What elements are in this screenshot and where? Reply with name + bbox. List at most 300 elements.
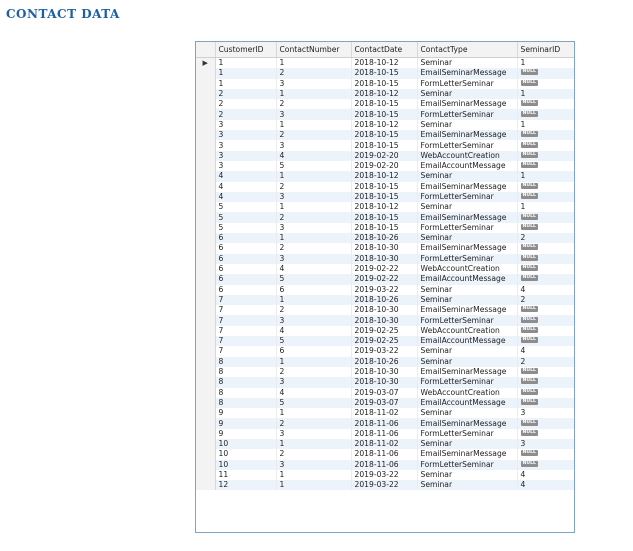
- cell-customer-id[interactable]: 10: [215, 449, 276, 459]
- table-row[interactable]: [196, 192, 574, 202]
- cell-customer-id[interactable]: 1: [215, 79, 276, 89]
- row-selector[interactable]: [196, 130, 215, 140]
- cell-contact-type[interactable]: Seminar: [417, 285, 517, 295]
- cell-contact-date[interactable]: 2018-10-15: [351, 192, 417, 202]
- cell-contact-number[interactable]: 3: [276, 223, 351, 233]
- cell-seminar-id[interactable]: 2: [517, 357, 574, 367]
- cell-contact-date[interactable]: 2018-10-12: [351, 120, 417, 130]
- cell-contact-number[interactable]: 5: [276, 161, 351, 171]
- row-selector[interactable]: [196, 418, 215, 428]
- cell-contact-number[interactable]: 2: [276, 367, 351, 377]
- column-header-contact-type[interactable]: ContactType: [417, 42, 517, 58]
- cell-contact-number[interactable]: 3: [276, 377, 351, 387]
- cell-contact-type[interactable]: WebAccountCreation: [417, 151, 517, 161]
- row-selector[interactable]: [196, 243, 215, 253]
- cell-contact-number[interactable]: 2: [276, 182, 351, 192]
- row-selector[interactable]: [196, 68, 215, 78]
- table-row[interactable]: [196, 480, 574, 490]
- cell-contact-type[interactable]: Seminar: [417, 357, 517, 367]
- cell-customer-id[interactable]: 3: [215, 140, 276, 150]
- cell-contact-date[interactable]: 2018-10-30: [351, 315, 417, 325]
- cell-customer-id[interactable]: 8: [215, 388, 276, 398]
- cell-contact-number[interactable]: 1: [276, 357, 351, 367]
- column-header-customer-id[interactable]: CustomerID: [215, 42, 276, 58]
- table-row[interactable]: [196, 429, 574, 439]
- cell-customer-id[interactable]: 1: [215, 58, 276, 69]
- cell-customer-id[interactable]: 6: [215, 264, 276, 274]
- cell-customer-id[interactable]: 5: [215, 212, 276, 222]
- cell-seminar-id[interactable]: 3: [517, 408, 574, 418]
- row-selector[interactable]: [196, 398, 215, 408]
- cell-contact-type[interactable]: FormLetterSeminar: [417, 377, 517, 387]
- row-selector[interactable]: [196, 140, 215, 150]
- table-row[interactable]: [196, 89, 574, 99]
- row-selector[interactable]: [196, 161, 215, 171]
- table-row[interactable]: [196, 243, 574, 253]
- table-row[interactable]: [196, 130, 574, 140]
- cell-customer-id[interactable]: 9: [215, 418, 276, 428]
- cell-seminar-id[interactable]: 4: [517, 470, 574, 480]
- cell-contact-date[interactable]: 2018-10-30: [351, 254, 417, 264]
- cell-contact-date[interactable]: 2018-10-26: [351, 357, 417, 367]
- cell-seminar-id[interactable]: 1: [517, 120, 574, 130]
- cell-seminar-id[interactable]: [517, 223, 574, 233]
- cell-seminar-id[interactable]: [517, 161, 574, 171]
- row-selector[interactable]: [196, 212, 215, 222]
- cell-contact-date[interactable]: 2019-02-20: [351, 161, 417, 171]
- cell-customer-id[interactable]: 6: [215, 243, 276, 253]
- cell-contact-type[interactable]: EmailSeminarMessage: [417, 367, 517, 377]
- cell-contact-number[interactable]: 3: [276, 79, 351, 89]
- cell-contact-number[interactable]: 4: [276, 326, 351, 336]
- cell-seminar-id[interactable]: [517, 109, 574, 119]
- cell-contact-type[interactable]: Seminar: [417, 408, 517, 418]
- cell-seminar-id[interactable]: [517, 305, 574, 315]
- table-row[interactable]: [196, 151, 574, 161]
- row-selector[interactable]: [196, 460, 215, 470]
- cell-seminar-id[interactable]: [517, 274, 574, 284]
- cell-contact-type[interactable]: EmailAccountMessage: [417, 274, 517, 284]
- cell-customer-id[interactable]: 9: [215, 408, 276, 418]
- cell-customer-id[interactable]: 5: [215, 202, 276, 212]
- row-selector[interactable]: [196, 202, 215, 212]
- cell-contact-date[interactable]: 2018-10-26: [351, 295, 417, 305]
- cell-contact-number[interactable]: 3: [276, 254, 351, 264]
- table-row[interactable]: [196, 202, 574, 212]
- cell-seminar-id[interactable]: [517, 449, 574, 459]
- table-row[interactable]: [196, 326, 574, 336]
- row-selector[interactable]: [196, 439, 215, 449]
- cell-seminar-id[interactable]: [517, 460, 574, 470]
- table-row[interactable]: [196, 99, 574, 109]
- cell-seminar-id[interactable]: [517, 79, 574, 89]
- cell-contact-date[interactable]: 2019-03-22: [351, 346, 417, 356]
- cell-contact-type[interactable]: EmailSeminarMessage: [417, 68, 517, 78]
- cell-seminar-id[interactable]: [517, 140, 574, 150]
- cell-contact-date[interactable]: 2018-10-15: [351, 212, 417, 222]
- cell-customer-id[interactable]: 2: [215, 89, 276, 99]
- table-row[interactable]: [196, 388, 574, 398]
- cell-contact-number[interactable]: 1: [276, 202, 351, 212]
- cell-contact-date[interactable]: 2018-10-12: [351, 202, 417, 212]
- cell-contact-number[interactable]: 1: [276, 120, 351, 130]
- cell-contact-date[interactable]: 2019-02-20: [351, 151, 417, 161]
- cell-contact-date[interactable]: 2019-02-22: [351, 264, 417, 274]
- cell-seminar-id[interactable]: [517, 429, 574, 439]
- cell-contact-number[interactable]: 4: [276, 388, 351, 398]
- cell-customer-id[interactable]: 10: [215, 460, 276, 470]
- row-selector[interactable]: [196, 305, 215, 315]
- row-selector[interactable]: [196, 470, 215, 480]
- table-row[interactable]: [196, 223, 574, 233]
- cell-contact-type[interactable]: EmailSeminarMessage: [417, 243, 517, 253]
- cell-contact-type[interactable]: FormLetterSeminar: [417, 192, 517, 202]
- row-selector[interactable]: [196, 89, 215, 99]
- row-selector[interactable]: [196, 99, 215, 109]
- table-row[interactable]: [196, 357, 574, 367]
- cell-contact-type[interactable]: EmailAccountMessage: [417, 161, 517, 171]
- cell-contact-date[interactable]: 2019-03-07: [351, 398, 417, 408]
- cell-customer-id[interactable]: 7: [215, 295, 276, 305]
- cell-seminar-id[interactable]: 2: [517, 295, 574, 305]
- cell-contact-number[interactable]: 1: [276, 295, 351, 305]
- cell-contact-date[interactable]: 2018-10-15: [351, 140, 417, 150]
- cell-contact-number[interactable]: 1: [276, 171, 351, 181]
- cell-contact-date[interactable]: 2018-10-15: [351, 109, 417, 119]
- cell-seminar-id[interactable]: [517, 388, 574, 398]
- cell-customer-id[interactable]: 3: [215, 120, 276, 130]
- cell-contact-type[interactable]: Seminar: [417, 171, 517, 181]
- cell-contact-type[interactable]: Seminar: [417, 480, 517, 490]
- row-selector[interactable]: [196, 408, 215, 418]
- row-selector[interactable]: [196, 79, 215, 89]
- cell-customer-id[interactable]: 4: [215, 171, 276, 181]
- table-row[interactable]: [196, 408, 574, 418]
- cell-contact-type[interactable]: FormLetterSeminar: [417, 254, 517, 264]
- cell-seminar-id[interactable]: 1: [517, 171, 574, 181]
- cell-seminar-id[interactable]: [517, 398, 574, 408]
- current-row-indicator-icon[interactable]: ▶: [196, 58, 215, 69]
- row-selector[interactable]: [196, 336, 215, 346]
- cell-customer-id[interactable]: 8: [215, 398, 276, 408]
- cell-customer-id[interactable]: 6: [215, 274, 276, 284]
- cell-contact-date[interactable]: 2019-02-25: [351, 336, 417, 346]
- cell-contact-date[interactable]: 2018-10-15: [351, 182, 417, 192]
- cell-seminar-id[interactable]: 4: [517, 285, 574, 295]
- cell-contact-number[interactable]: 3: [276, 140, 351, 150]
- cell-contact-number[interactable]: 2: [276, 449, 351, 459]
- table-row[interactable]: [196, 140, 574, 150]
- cell-contact-number[interactable]: 4: [276, 264, 351, 274]
- cell-customer-id[interactable]: 2: [215, 109, 276, 119]
- cell-contact-number[interactable]: 3: [276, 192, 351, 202]
- cell-contact-date[interactable]: 2019-02-25: [351, 326, 417, 336]
- cell-seminar-id[interactable]: 4: [517, 480, 574, 490]
- row-selector[interactable]: [196, 357, 215, 367]
- row-selector[interactable]: [196, 480, 215, 490]
- row-selector[interactable]: [196, 346, 215, 356]
- cell-customer-id[interactable]: 2: [215, 99, 276, 109]
- table-row[interactable]: [196, 398, 574, 408]
- cell-contact-date[interactable]: 2018-10-26: [351, 233, 417, 243]
- cell-customer-id[interactable]: 8: [215, 367, 276, 377]
- row-selector[interactable]: [196, 171, 215, 181]
- row-selector[interactable]: [196, 326, 215, 336]
- cell-customer-id[interactable]: 1: [215, 68, 276, 78]
- cell-contact-type[interactable]: EmailSeminarMessage: [417, 130, 517, 140]
- cell-customer-id[interactable]: 5: [215, 223, 276, 233]
- table-row[interactable]: [196, 68, 574, 78]
- table-row[interactable]: [196, 285, 574, 295]
- cell-contact-date[interactable]: 2018-10-15: [351, 99, 417, 109]
- cell-contact-number[interactable]: 1: [276, 233, 351, 243]
- cell-contact-number[interactable]: 1: [276, 439, 351, 449]
- cell-customer-id[interactable]: 8: [215, 377, 276, 387]
- cell-contact-type[interactable]: FormLetterSeminar: [417, 223, 517, 233]
- table-row[interactable]: [196, 439, 574, 449]
- cell-customer-id[interactable]: 7: [215, 326, 276, 336]
- table-row[interactable]: [196, 377, 574, 387]
- cell-seminar-id[interactable]: [517, 182, 574, 192]
- cell-seminar-id[interactable]: [517, 264, 574, 274]
- cell-seminar-id[interactable]: [517, 99, 574, 109]
- table-row[interactable]: [196, 470, 574, 480]
- cell-contact-date[interactable]: 2018-10-15: [351, 130, 417, 140]
- cell-customer-id[interactable]: 3: [215, 151, 276, 161]
- cell-contact-number[interactable]: 5: [276, 274, 351, 284]
- cell-seminar-id[interactable]: 3: [517, 439, 574, 449]
- column-header-contact-number[interactable]: ContactNumber: [276, 42, 351, 58]
- cell-contact-date[interactable]: 2018-11-06: [351, 460, 417, 470]
- row-selector[interactable]: [196, 223, 215, 233]
- cell-seminar-id[interactable]: 4: [517, 346, 574, 356]
- cell-contact-date[interactable]: 2018-10-30: [351, 377, 417, 387]
- cell-contact-date[interactable]: 2018-10-30: [351, 367, 417, 377]
- cell-contact-date[interactable]: 2018-10-15: [351, 68, 417, 78]
- cell-contact-type[interactable]: Seminar: [417, 295, 517, 305]
- cell-customer-id[interactable]: 6: [215, 285, 276, 295]
- result-grid[interactable]: [195, 41, 575, 533]
- cell-customer-id[interactable]: 6: [215, 233, 276, 243]
- cell-contact-number[interactable]: 2: [276, 243, 351, 253]
- cell-contact-number[interactable]: 1: [276, 89, 351, 99]
- table-row[interactable]: [196, 418, 574, 428]
- cell-seminar-id[interactable]: [517, 130, 574, 140]
- row-selector[interactable]: [196, 449, 215, 459]
- cell-contact-type[interactable]: EmailSeminarMessage: [417, 212, 517, 222]
- cell-contact-number[interactable]: 5: [276, 336, 351, 346]
- cell-customer-id[interactable]: 10: [215, 439, 276, 449]
- cell-contact-type[interactable]: EmailSeminarMessage: [417, 305, 517, 315]
- cell-contact-number[interactable]: 2: [276, 418, 351, 428]
- cell-contact-date[interactable]: 2019-03-22: [351, 480, 417, 490]
- table-row[interactable]: [196, 449, 574, 459]
- table-row[interactable]: [196, 315, 574, 325]
- cell-customer-id[interactable]: 7: [215, 315, 276, 325]
- table-row[interactable]: [196, 305, 574, 315]
- cell-contact-date[interactable]: 2018-11-06: [351, 429, 417, 439]
- cell-contact-number[interactable]: 3: [276, 109, 351, 119]
- row-selector[interactable]: [196, 192, 215, 202]
- cell-contact-date[interactable]: 2018-11-06: [351, 449, 417, 459]
- cell-contact-type[interactable]: Seminar: [417, 346, 517, 356]
- row-selector[interactable]: [196, 429, 215, 439]
- cell-contact-type[interactable]: Seminar: [417, 58, 517, 69]
- cell-seminar-id[interactable]: [517, 254, 574, 264]
- cell-contact-type[interactable]: FormLetterSeminar: [417, 79, 517, 89]
- cell-contact-date[interactable]: 2018-10-15: [351, 223, 417, 233]
- cell-contact-number[interactable]: 5: [276, 398, 351, 408]
- row-selector[interactable]: [196, 254, 215, 264]
- column-header-seminar-id[interactable]: SeminarID: [517, 42, 574, 58]
- table-row[interactable]: [196, 161, 574, 171]
- cell-contact-type[interactable]: EmailAccountMessage: [417, 398, 517, 408]
- cell-customer-id[interactable]: 4: [215, 192, 276, 202]
- cell-seminar-id[interactable]: [517, 367, 574, 377]
- cell-seminar-id[interactable]: [517, 315, 574, 325]
- table-row[interactable]: [196, 460, 574, 470]
- cell-contact-type[interactable]: FormLetterSeminar: [417, 140, 517, 150]
- cell-contact-type[interactable]: Seminar: [417, 89, 517, 99]
- cell-seminar-id[interactable]: [517, 326, 574, 336]
- cell-seminar-id[interactable]: [517, 192, 574, 202]
- cell-contact-number[interactable]: 3: [276, 315, 351, 325]
- table-row[interactable]: [196, 182, 574, 192]
- cell-contact-date[interactable]: 2018-10-12: [351, 89, 417, 99]
- cell-contact-type[interactable]: Seminar: [417, 439, 517, 449]
- cell-seminar-id[interactable]: [517, 418, 574, 428]
- row-selector[interactable]: [196, 295, 215, 305]
- cell-contact-date[interactable]: 2018-11-06: [351, 418, 417, 428]
- cell-seminar-id[interactable]: 1: [517, 89, 574, 99]
- table-row[interactable]: [196, 79, 574, 89]
- cell-contact-type[interactable]: FormLetterSeminar: [417, 109, 517, 119]
- cell-contact-number[interactable]: 4: [276, 151, 351, 161]
- cell-contact-number[interactable]: 2: [276, 305, 351, 315]
- table-row[interactable]: [196, 254, 574, 264]
- cell-seminar-id[interactable]: 1: [517, 58, 574, 69]
- cell-customer-id[interactable]: 3: [215, 130, 276, 140]
- cell-contact-number[interactable]: 2: [276, 99, 351, 109]
- cell-contact-number[interactable]: 2: [276, 130, 351, 140]
- cell-contact-number[interactable]: 2: [276, 68, 351, 78]
- cell-seminar-id[interactable]: [517, 68, 574, 78]
- row-selector[interactable]: [196, 367, 215, 377]
- row-selector[interactable]: [196, 285, 215, 295]
- table-row[interactable]: [196, 58, 574, 69]
- cell-contact-number[interactable]: 1: [276, 408, 351, 418]
- cell-contact-date[interactable]: 2019-03-07: [351, 388, 417, 398]
- cell-contact-number[interactable]: 1: [276, 470, 351, 480]
- row-selector[interactable]: [196, 264, 215, 274]
- cell-customer-id[interactable]: 7: [215, 305, 276, 315]
- cell-contact-date[interactable]: 2018-11-02: [351, 408, 417, 418]
- table-row[interactable]: [196, 212, 574, 222]
- cell-seminar-id[interactable]: [517, 377, 574, 387]
- row-selector[interactable]: [196, 233, 215, 243]
- table-row[interactable]: [196, 171, 574, 181]
- cell-contact-date[interactable]: 2019-03-22: [351, 470, 417, 480]
- cell-customer-id[interactable]: 7: [215, 336, 276, 346]
- cell-contact-type[interactable]: FormLetterSeminar: [417, 460, 517, 470]
- row-selector[interactable]: [196, 377, 215, 387]
- cell-customer-id[interactable]: 8: [215, 357, 276, 367]
- cell-contact-date[interactable]: 2018-10-30: [351, 305, 417, 315]
- cell-customer-id[interactable]: 3: [215, 161, 276, 171]
- cell-contact-date[interactable]: 2019-02-22: [351, 274, 417, 284]
- row-selector[interactable]: [196, 182, 215, 192]
- cell-contact-number[interactable]: 3: [276, 429, 351, 439]
- cell-contact-number[interactable]: 6: [276, 285, 351, 295]
- cell-customer-id[interactable]: 6: [215, 254, 276, 264]
- cell-contact-number[interactable]: 1: [276, 480, 351, 490]
- cell-contact-number[interactable]: 6: [276, 346, 351, 356]
- table-row[interactable]: [196, 346, 574, 356]
- row-selector-header[interactable]: [196, 42, 215, 58]
- row-selector[interactable]: [196, 120, 215, 130]
- cell-contact-type[interactable]: FormLetterSeminar: [417, 429, 517, 439]
- table-row[interactable]: [196, 336, 574, 346]
- cell-contact-date[interactable]: 2018-10-12: [351, 171, 417, 181]
- cell-customer-id[interactable]: 12: [215, 480, 276, 490]
- cell-customer-id[interactable]: 4: [215, 182, 276, 192]
- row-selector[interactable]: [196, 151, 215, 161]
- cell-contact-type[interactable]: WebAccountCreation: [417, 264, 517, 274]
- cell-contact-type[interactable]: EmailSeminarMessage: [417, 99, 517, 109]
- row-selector[interactable]: [196, 274, 215, 284]
- cell-seminar-id[interactable]: 1: [517, 202, 574, 212]
- cell-seminar-id[interactable]: [517, 212, 574, 222]
- table-row[interactable]: [196, 120, 574, 130]
- cell-contact-number[interactable]: 3: [276, 460, 351, 470]
- table-row[interactable]: [196, 233, 574, 243]
- cell-contact-date[interactable]: 2019-03-22: [351, 285, 417, 295]
- cell-seminar-id[interactable]: 2: [517, 233, 574, 243]
- table-row[interactable]: [196, 264, 574, 274]
- row-selector[interactable]: [196, 109, 215, 119]
- cell-contact-number[interactable]: 2: [276, 212, 351, 222]
- cell-contact-type[interactable]: Seminar: [417, 202, 517, 212]
- cell-contact-date[interactable]: 2018-10-30: [351, 243, 417, 253]
- cell-customer-id[interactable]: 11: [215, 470, 276, 480]
- cell-contact-type[interactable]: EmailSeminarMessage: [417, 449, 517, 459]
- cell-contact-date[interactable]: 2018-11-02: [351, 439, 417, 449]
- cell-customer-id[interactable]: 9: [215, 429, 276, 439]
- cell-contact-date[interactable]: 2018-10-15: [351, 79, 417, 89]
- table-row[interactable]: [196, 367, 574, 377]
- cell-contact-type[interactable]: EmailSeminarMessage: [417, 182, 517, 192]
- cell-seminar-id[interactable]: [517, 336, 574, 346]
- cell-contact-date[interactable]: 2018-10-12: [351, 58, 417, 69]
- table-row[interactable]: [196, 295, 574, 305]
- table-row[interactable]: [196, 109, 574, 119]
- cell-contact-type[interactable]: Seminar: [417, 120, 517, 130]
- table-row[interactable]: [196, 274, 574, 284]
- row-selector[interactable]: [196, 315, 215, 325]
- cell-contact-type[interactable]: FormLetterSeminar: [417, 315, 517, 325]
- cell-contact-type[interactable]: WebAccountCreation: [417, 326, 517, 336]
- cell-customer-id[interactable]: 7: [215, 346, 276, 356]
- cell-seminar-id[interactable]: [517, 243, 574, 253]
- cell-seminar-id[interactable]: [517, 151, 574, 161]
- column-header-contact-date[interactable]: ContactDate: [351, 42, 417, 58]
- cell-contact-number[interactable]: 1: [276, 58, 351, 69]
- cell-contact-type[interactable]: EmailSeminarMessage: [417, 418, 517, 428]
- cell-contact-type[interactable]: WebAccountCreation: [417, 388, 517, 398]
- cell-contact-type[interactable]: EmailAccountMessage: [417, 336, 517, 346]
- cell-contact-type[interactable]: Seminar: [417, 470, 517, 480]
- cell-contact-type[interactable]: Seminar: [417, 233, 517, 243]
